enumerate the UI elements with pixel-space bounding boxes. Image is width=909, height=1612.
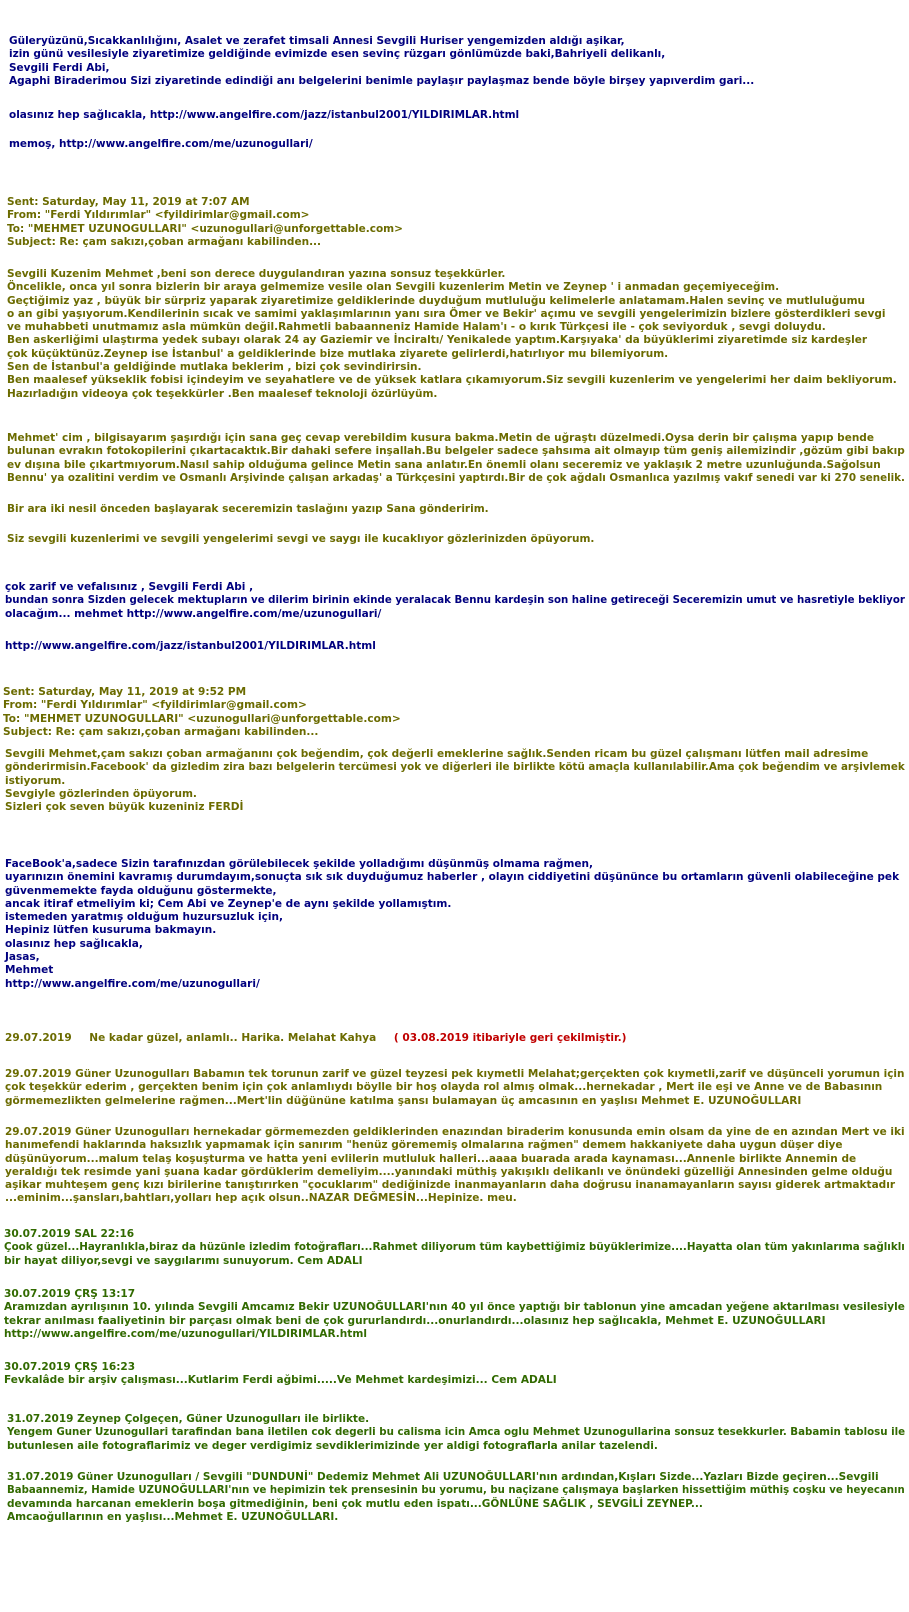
- comment-line: aşikar muhteşem genç kızı birilerine tanıştırırken "çocuklarım" dediğinizde inanmayanların daha doğrusu inanamayanların sayısı giderek artmaktadır: [5, 1179, 896, 1192]
- intro-line: Agaphi Biraderimou Sizi ziyaretinde edindiği anı belgelerini benimle paylaşır paylaşmaz bende böyle birşey yapıverdim gari...: [9, 74, 755, 87]
- note-line: Mehmet: [5, 964, 54, 977]
- email-body-line: ve muhabbeti unutmamız asla mümkün değil.Rahmetli babaanneniz Hamide Halam'ı - o kırık Türkçesi ile - çok seviyorduk , sevgi doluydu.: [7, 321, 826, 334]
- comment-line: bir hayat diliyor,sevgi ve saygılarımı sunuyorum. Cem ADALI: [4, 1254, 363, 1267]
- comment-line: Aramızdan ayrılışının 10. yılında Sevgili Amcamız Bekir UZUNOĞULLARI'nın 40 yıl önce yaptığı bir tablonun yine amcadan yeğene aktarılması vesilesiyle: [4, 1301, 905, 1314]
- comment-4: [4, 1228, 909, 1268]
- note-line: güvenmemekte fayda olduğunu göstermekte,: [5, 884, 277, 897]
- note-line: Jasas,: [5, 951, 40, 964]
- comment-line: Babaannemiz, Hamide UZUNOĞULLARI'nın ve hepimizin tek prensesinin bu yorumu, bu naçizane çalışmaya başlarken hissettiğim müthiş coşku ve heyecanın: [7, 1484, 905, 1497]
- email-body-line: Hazırladığın videoya çok teşekkürler .Ben maalesef teknoloji özürlüyüm.: [7, 387, 438, 400]
- comment-line: 29.07.2019 Güner Uzunogulları Babamın tek torunun zarif ve güzel teyzesi pek kıymetli Melahat;gerçekten çok kıymetli,zarif ve düşünceli yorumun için: [5, 1068, 905, 1080]
- comment-line: 31.07.2019 Zeynep Çolgeçen, Güner Uzunogulları ile birlikte.: [7, 1413, 370, 1425]
- email-body-line: Siz sevgili kuzenlerimi ve sevgili yengelerimi sevgi ve saygı ile kucaklıyor gözlerinizden öpüyorum.: [7, 533, 595, 545]
- reply1-link-line: [5, 640, 909, 653]
- memos-link-text[interactable]: memoş, http://www.angelfire.com/me/uzunogullari/: [9, 138, 313, 150]
- comment-5: [4, 1288, 909, 1341]
- note-line: istemeden yaratmış olduğum huzursuzluk için,: [5, 911, 283, 924]
- email-body-line: çok küçüktünüz.Zeynep ise İstanbul' a geldiklerinde bize mutlaka ziyarete gelirlerdi,hatırlıyor mu bilemiyorum.: [7, 347, 669, 360]
- email-body-line: Mehmet' cim , bilgisayarım şaşırdığı için sana geç cevap verebildim kusura bakma.Metin de uğraştı düzelmedi.Oysa derin bir çalışma yapıp bende: [7, 432, 874, 444]
- email2-body: [5, 748, 909, 814]
- email-body-line: ev dışına bile çıkartmıyorum.Nasıl sahip olduğuma gelince Metin sana anlatır.En önemli olanı seceremiz ve yaklaşık 2 metre uzunluğunda.Sağolsun: [7, 458, 881, 471]
- email-body-line: Sen de İstanbul'a geldiğinde mutlaka beklerim , bizi çok sevindirirsin.: [7, 361, 422, 374]
- email-body-line: gönderirmisin.Facebook' da gizledim zira bazı belgelerin tercümesi yok ve diğerleri ile birlikte kötü amaçla kullanılabilir.Ama çok beğendim ve arşivlemek: [5, 761, 905, 774]
- intro-line: Sevgili Ferdi Abi,: [9, 61, 110, 74]
- email1-para3: [7, 503, 909, 516]
- email-body-line: bulunan evrakın fotokopilerini çıkartacaktık.Bir dahaki sefere inşallah.Bu belgeler sadece şahsıma ait olmayıp tüm geniş ailemizindir ,gözüm gibi bakıp: [7, 445, 905, 458]
- comment-line: ...eminim...şansları,bahtları,yolları hep açık olsun..NAZAR DEĞMESİN...Hepinize. meu.: [5, 1192, 517, 1205]
- intro-line: izin günü vesilesiyle ziyaretimize geldiğinde evimizde esen sevinç rüzgarı gönlümüzde baki,Bahriyeli delikanlı,: [9, 48, 666, 61]
- email-body-line: Bir ara iki nesil önceden başlayarak seceremizin taslağını yazıp Sana gönderirim.: [7, 503, 489, 515]
- comment-line: Fevkalâde bir arşiv çalışması...Kutlarim Ferdi ağbimi.....Ve Mehmet kardeşimizi... Cem ADALI: [4, 1374, 557, 1387]
- email-body-line: Sizleri çok seven büyük kuzeniniz FERDİ: [5, 801, 244, 814]
- comment-line: Çook güzel...Hayranlıkla,biraz da hüzünle izledim fotoğrafları...Rahmet diliyorum tüm kaybettiğimiz büyüklerimize....Hayatta olan tüm yakınlarıma sağlıklı: [4, 1241, 905, 1254]
- comment-line: Amcaoğullarının en yaşlısı...Mehmet E. UZUNOĞULLARI.: [7, 1510, 339, 1523]
- email-to: To: "MEHMET UZUNOGULLARI" <uzunogullari@unforgettable.com>: [3, 712, 401, 725]
- email-from: From: "Ferdi Yıldırımlar" <fyildirimlar@gmail.com>: [7, 209, 310, 222]
- intro-block: [9, 35, 909, 88]
- email1-para4: [7, 533, 909, 546]
- note-line: olasınız hep sağlıcakla,: [5, 937, 143, 950]
- comment-line: hanımefendi haklarında haksızlık yapmamak için sanırım "henüz görememiş olmalarına rağmen" demem hakkaniyete daha uygun düşer diye: [5, 1139, 843, 1152]
- comment-line: 29.07.2019 Güner Uzunogulları hernekadar görmemezden geldiklerinden enazından biraderim konusunda emin olsam da yine de en azından Mert ve iki: [5, 1126, 905, 1138]
- reply-line: bundan sonra Sizden gelecek mektupların ve dilerim birinin ekinde yeralacak Bennu kardeşin son haline getireceği Seceremizin umut ve hasretiyle bekliyor: [5, 594, 905, 607]
- email-body-line: Ben askerliğimi ulaştırma yedek subayı olarak 24 ay Gaziemir ve İnciraltı/ Yenikalede yaptım.Karşıyaka' da büyüklerimi ziyaretimde siz kardeşler: [7, 334, 868, 347]
- reply-link-text[interactable]: http://www.angelfire.com/jazz/istanbul2001/YILDIRIMLAR.html: [5, 640, 376, 652]
- reply-line: çok zarif ve vefalısınız , Sevgili Ferdi Abi ,: [5, 581, 254, 593]
- email-body-line: Sevgiyle gözlerinden öpüyorum.: [5, 787, 197, 800]
- facebook-note: [5, 858, 909, 991]
- email2-header: [3, 686, 908, 739]
- email-sent: Sent: Saturday, May 11, 2019 at 7:07 AM: [7, 196, 250, 208]
- comment-line: tekrar anılması faaliyetinin bir parçası olmak beni de çok gururlandırdı...onurlandırdı...olasınız hep sağlıcakla, Mehmet E. UZUNOĞULLARI: [4, 1314, 826, 1327]
- email-subject: Subject: Re: çam sakızı,çoban armağanı kabilinden...: [3, 725, 319, 738]
- email1-header: [7, 196, 909, 249]
- comment-6: [4, 1361, 909, 1388]
- comment-line: devamında harcanan emeklerin boşa gitmediğinin, beni çok mutlu eden ispatı...GÖNLÜNE SAĞLIK , SEVGİLİ ZEYNEP...: [7, 1497, 703, 1510]
- comment-date: 30.07.2019 SAL 22:16: [4, 1228, 135, 1240]
- comment-link[interactable]: http://www.angelfire.com/me/uzunogullari/YILDIRIMLAR.html: [4, 1327, 367, 1340]
- comment-date: 29.07.2019: [5, 1032, 72, 1044]
- email-body-line: Sevgili Kuzenim Mehmet ,beni son derece duygulandıran yazına sonsuz teşekkürler.: [7, 268, 506, 280]
- comment-date: 30.07.2019 ÇRŞ 13:17: [4, 1288, 136, 1300]
- intro-link-line: [9, 109, 909, 122]
- comment-7: [7, 1413, 909, 1453]
- comment-1: [5, 1032, 909, 1045]
- comment-line: 31.07.2019 Güner Uzunogulları / Sevgili "DUNDUNİ" Dedemiz Mehmet Ali UZUNOĞULLARI'nın ardından,Kışları Sizde...Yazları Bizde geçiren...Sevgili: [7, 1471, 879, 1483]
- comment-8: [7, 1471, 909, 1524]
- comment-date: 30.07.2019 ÇRŞ 16:23: [4, 1361, 136, 1373]
- email-to: To: "MEHMET UZUNOGULLARI" <uzunogullari@unforgettable.com>: [7, 222, 403, 235]
- comment-line: görmemezlikten gelmelerine rağmen...Mert'lin düğününe katılma şansı bulamayan üç amcasının en yaşlısı Mehmet E. UZUNOĞULLARI: [5, 1094, 802, 1107]
- intro-line: Güleryüzünü,Sıcakkanlılığını, Asalet ve zerafet timsali Annesi Sevgili Huriser yengemizden aldığı aşikar,: [9, 35, 625, 47]
- comment-line: Yengem Guner Uzunogullari tarafindan bana iletilen cok degerli bu calisma icin Amca oglu Mehmet Uzunogullarina sonsuz tesekkurler. Babamin tablosu ile: [7, 1426, 906, 1439]
- note-line: ancak itiraf etmeliyim ki; Cem Abi ve Zeynep'e de aynı şekilde yollamıştım.: [5, 897, 452, 910]
- comment-line: çok teşekkür ederim , gerçekten benim için çok anlamlıydı böylle bir hoş olayda rol almış olmak...hernekadar , Mert ile eşi ve Anne ve de Babasının: [5, 1081, 883, 1094]
- email-subject: Subject: Re: çam sakızı,çoban armağanı kabilinden...: [7, 235, 322, 248]
- email1-para1: [7, 268, 909, 401]
- comment-withdrawn-note: ( 03.08.2019 itibariyle geri çekilmiştir.): [393, 1032, 627, 1044]
- intro-memos-line: [9, 138, 909, 151]
- email-sent: Sent: Saturday, May 11, 2019 at 9:52 PM: [3, 686, 247, 698]
- email-body-line: Geçtiğimiz yaz , büyük bir sürpriz yaparak ziyaretimize geldiklerinde duyduğum mutluluğu kelimelerle anlatamam.Halen sevinç ve mutluluğumu: [7, 294, 866, 307]
- note-line: uyarınızın önemini kavramış durumdayım,sonuçta sık sık duyduğumuz haberler , olayın ciddiyetini düşününce bu ortamların güvenli olabileceğine pek: [5, 871, 900, 884]
- email-body-line: Ben maalesef yükseklik fobisi içindeyim ve seyahatlere ve de yüksek katlara çıkamıyorum.Siz sevgili kuzenlerim ve yengelerimi her daim bekliyorum.: [7, 374, 897, 387]
- email-body-line: Bennu' ya ozalitini verdim ve Osmanlı Arşivinde çalışan arkadaş' a Türkçesini yaptırdı.Bir de çok ağdalı Osmanlıca yazılmış vakıf senedi var ki 270 senelik.: [7, 471, 905, 484]
- email-body-line: istiyorum.: [5, 774, 66, 787]
- comment-text: Ne kadar güzel, anlamlı.. Harika. Melahat Kahya: [89, 1032, 377, 1044]
- intro-link-text[interactable]: olasınız hep sağlıcakla, http://www.angelfire.com/jazz/istanbul2001/YILDIRIMLAR.html: [9, 109, 520, 121]
- comment-3: [5, 1126, 909, 1206]
- comment-2: [5, 1068, 909, 1108]
- comment-line: yeraldığı tek resimde yani şuana kadar gördüklerim demeliyim....yanındaki müthiş yakışıklı delikanlı ve önündeki güzelliği Annesinden gelme olduğu: [5, 1165, 893, 1178]
- email-body-line: Öncelikle, onca yıl sonra bizlerin bir araya gelmemize vesile olan Sevgili kuzenlerim Metin ve Zeynep ' i anmadan geçemiyeceğim.: [7, 281, 780, 294]
- reply1-block: [5, 581, 909, 621]
- comment-line: butunlesen aile fotograflarimiz ve deger verdigimiz sevdiklerimizinde yer aldigi fotograflarla anilar tazelendi.: [7, 1439, 658, 1452]
- email-body-line: Sevgili Mehmet,çam sakızı çoban armağanını çok beğendim, çok değerli emeklerine sağlık.Senden ricam bu güzel çalışmanı lütfen mail adresime: [5, 748, 869, 760]
- email-body-line: o an gibi yaşıyorum.Kendilerinin sıcak ve samimi yaklaşımlarının yanı sıra Ömer ve Bekir' açımu ve sevgili yengelerimizin bizlere gösterdikleri sevgi: [7, 307, 886, 320]
- comment-line: düşünüyorum...malum telaş koşuşturma ve hatta yeni evlilerin mutluluk halleri...aaaa buarada arada kaynaması...Annenle birlikte Annemin de: [5, 1152, 857, 1165]
- note-line: Hepiniz lütfen kusuruma bakmayın.: [5, 924, 217, 937]
- email1-para2: [7, 432, 909, 485]
- note-link[interactable]: http://www.angelfire.com/me/uzunogullari/: [5, 977, 260, 990]
- reply-line: olacağım... mehmet http://www.angelfire.com/me/uzunogullari/: [5, 607, 382, 620]
- email-from: From: "Ferdi Yıldırımlar" <fyildirimlar@gmail.com>: [3, 699, 307, 712]
- note-line: FaceBook'a,sadece Sizin tarafınızdan görülebilecek şekilde yolladığımı düşünmüş olmama rağmen,: [5, 858, 593, 870]
